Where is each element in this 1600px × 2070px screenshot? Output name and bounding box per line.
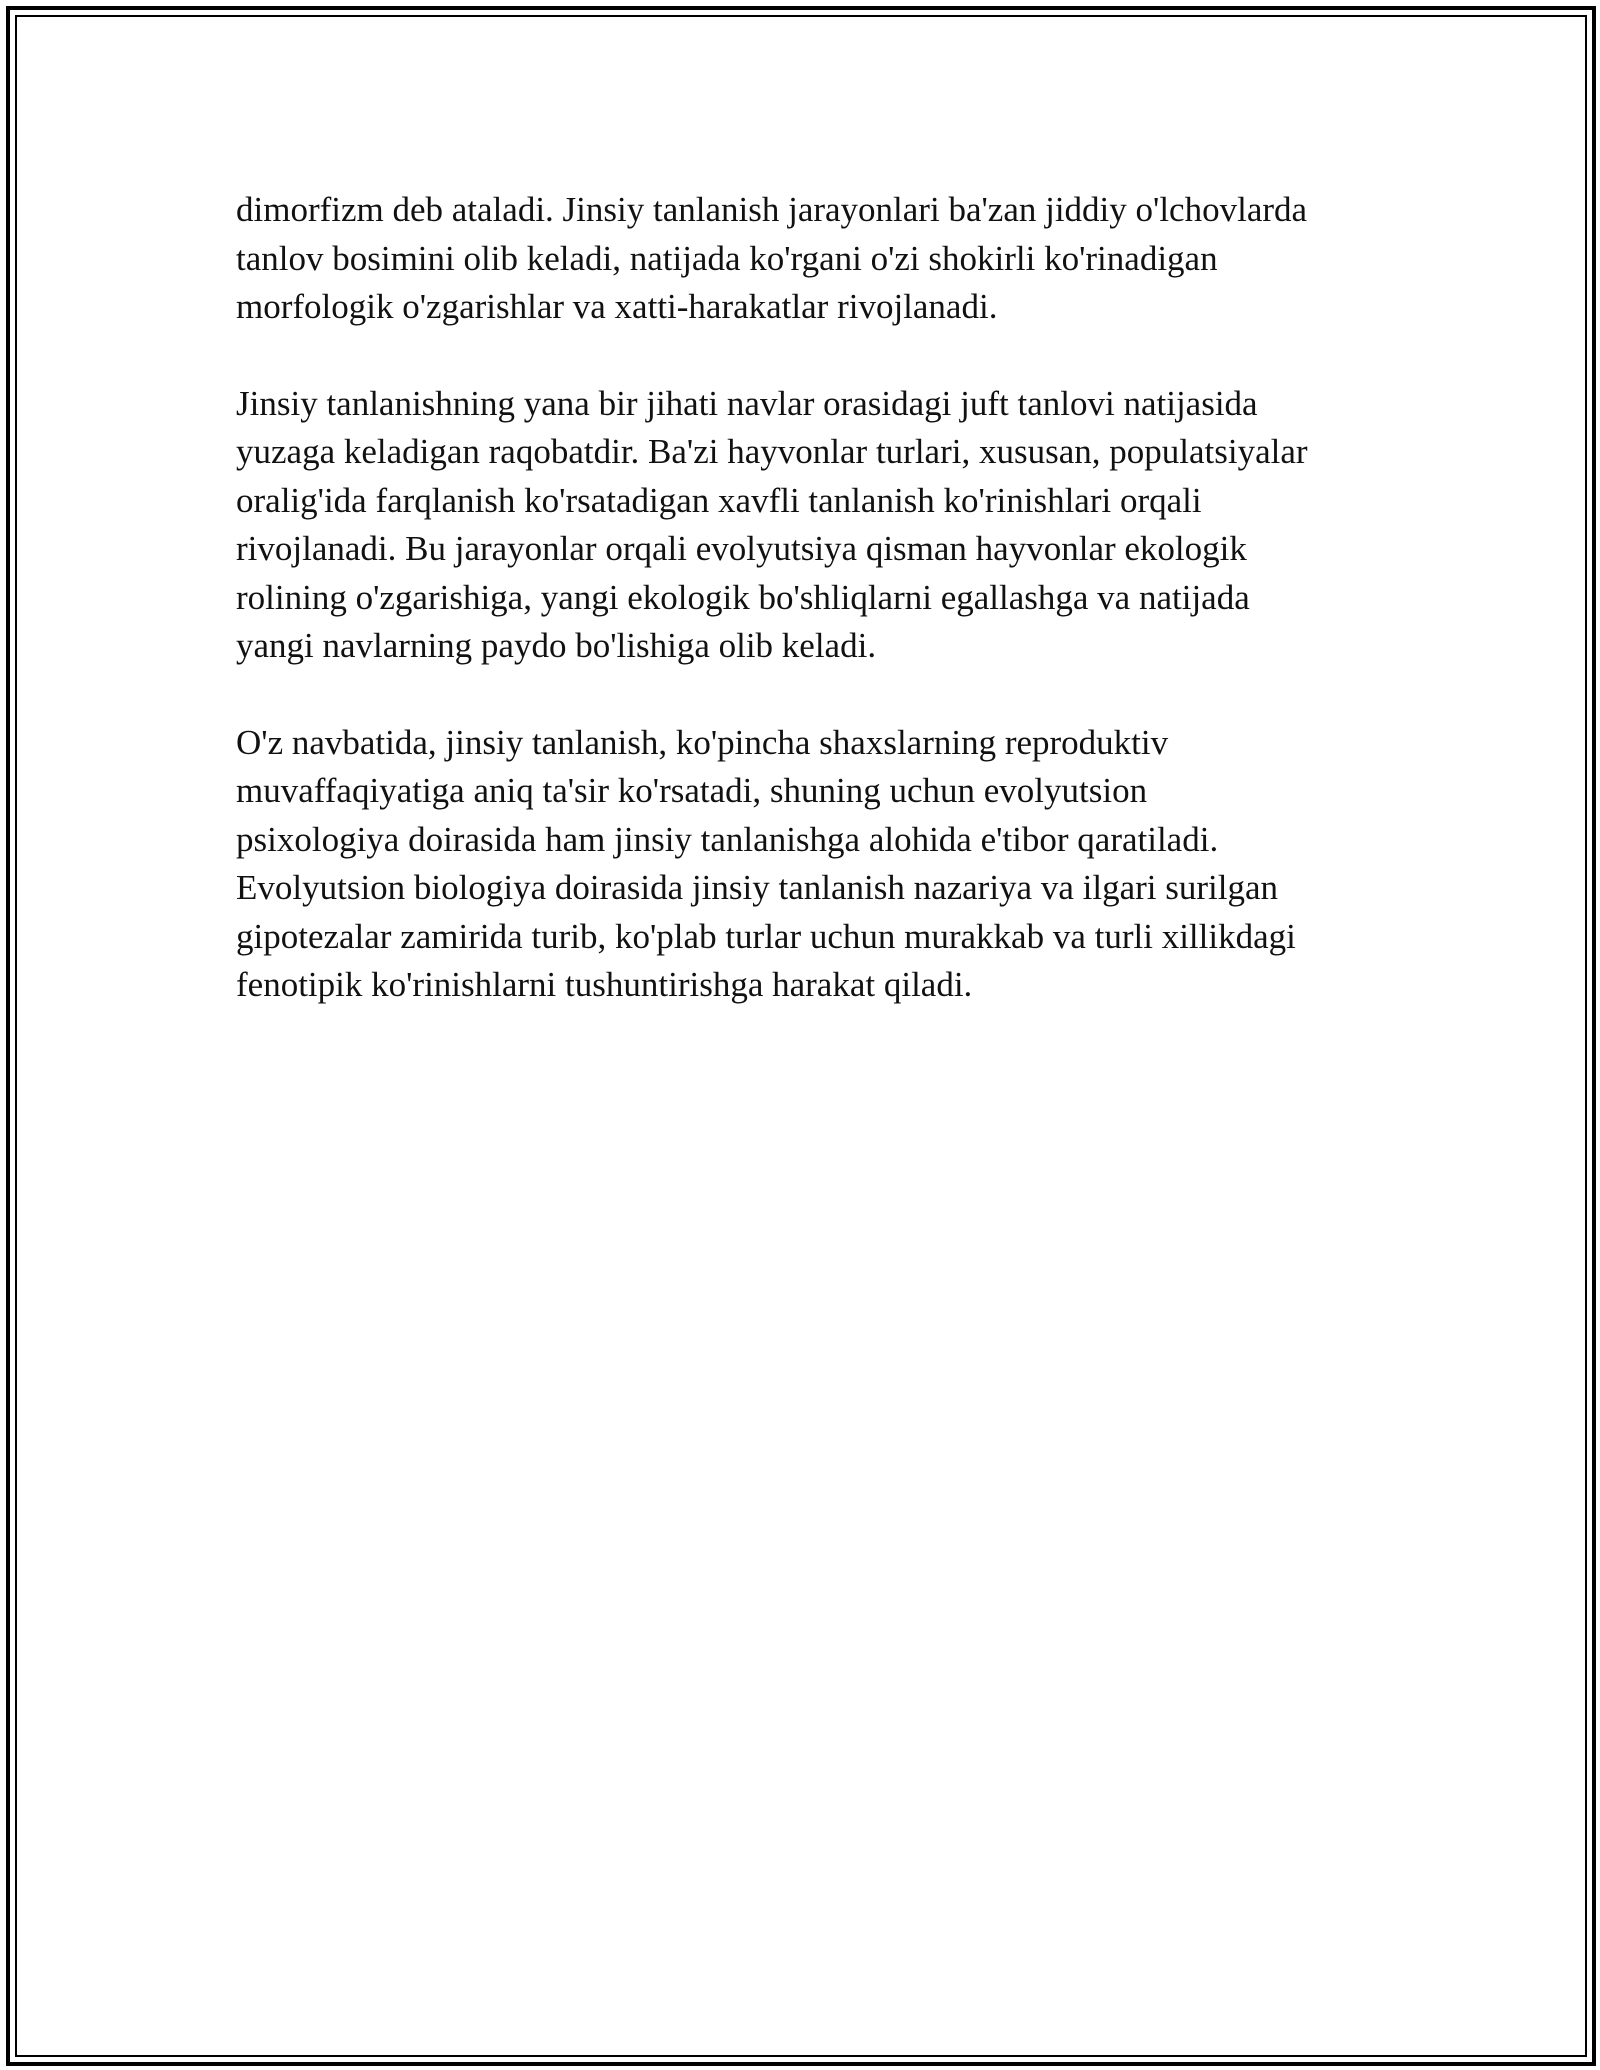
paragraph-3: O'z navbatida, jinsiy tanlanish, ko'pincha shaxslarning reproduktiv muvaffaqiyatiga aniq ta'sir ko'rsatadi, shuning uchun evolyutsion psixologiya doirasida ham jinsiy tanlanishga alohida e'tibor qaratiladi. Evolyutsion biologiya doirasida jinsiy tanlanish nazariya va ilgari surilgan gipotezalar zamirida turib, ko'plab turlar uchun murakkab va turli xillikdagi fenotipik ko'rinishlarni tushuntirishga harakat qiladi. (236, 722, 1296, 1004)
document-body (236, 186, 1366, 1058)
paragraph-1: dimorfizm deb ataladi. Jinsiy tanlanish jarayonlari ba'zan jiddiy o'lchovlarda tanlov bosimini olib keladi, natijada ko'rgani o'zi shokirli ko'rinadigan morfologik o'zgarishlar va xatti-harakatlar rivojlanadi. (236, 190, 1308, 326)
paragraph-2: Jinsiy tanlanishning yana bir jihati navlar orasidagi juft tanlovi natijasida yuzaga keladigan raqobatdir. Ba'zi hayvonlar turlari, xususan, populatsiyalar oralig'ida farqlanish ko'rsatadigan xavfli tanlanish ko'rinishlari orqali rivojlanadi. Bu jarayonlar orqali evolyutsiya qisman hayvonlar ekologik rolining o'zgarishiga, yangi ekologik bo'shliqlarni egallashga va natijada yangi navlarning paydo bo'lishiga olib keladi. (236, 383, 1308, 665)
